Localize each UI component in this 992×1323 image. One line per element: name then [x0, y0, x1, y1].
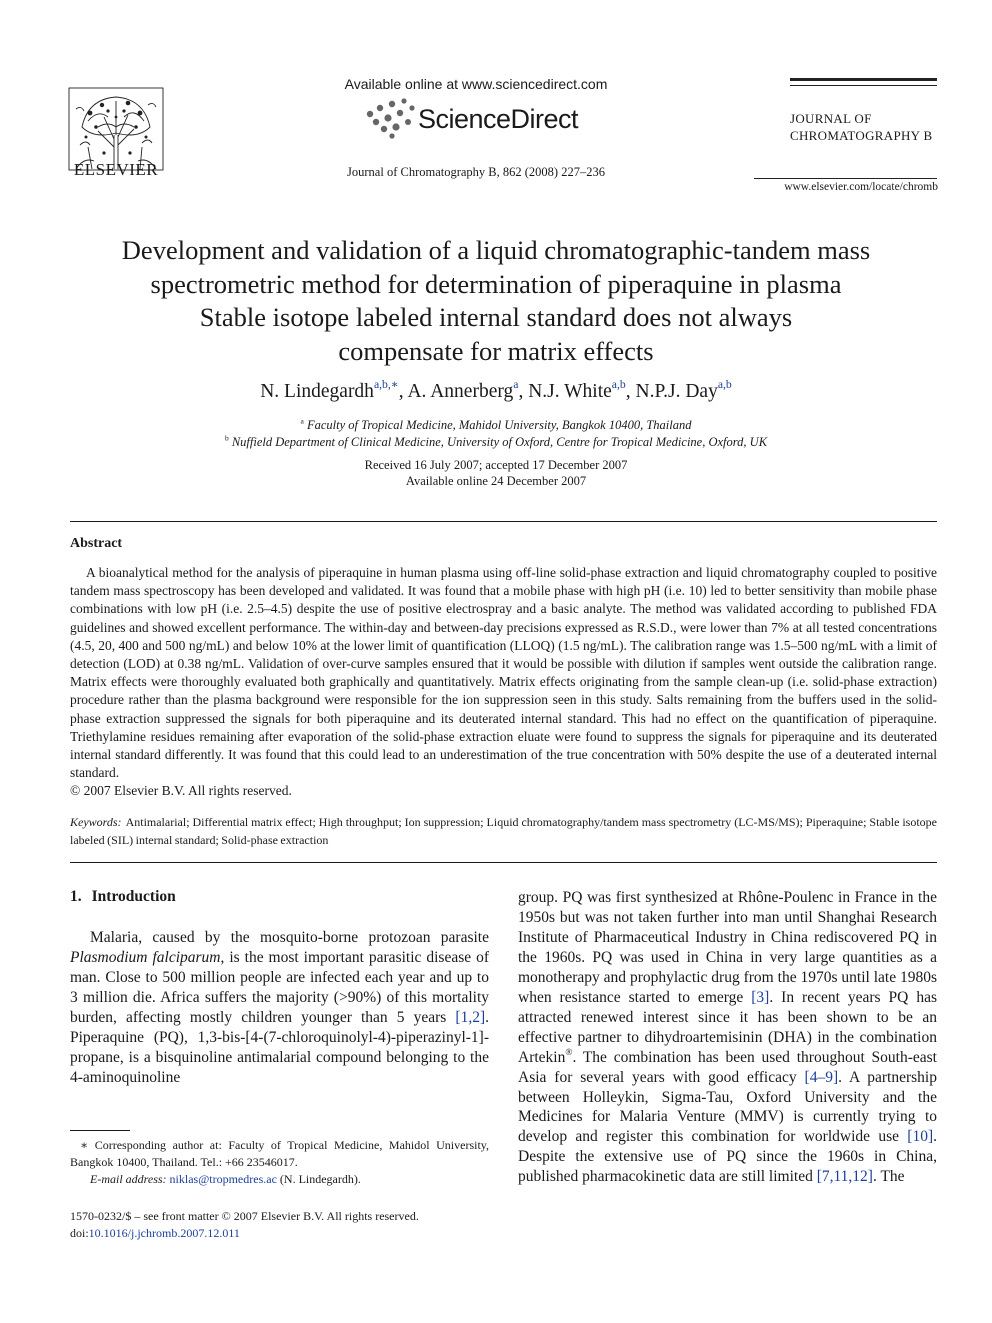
footnote-email-line [70, 1171, 489, 1188]
title-line: Stable isotope labeled internal standard does not always [199, 302, 793, 332]
doi-link[interactable]: 10.1016/j.jchromb.2007.12.011 [88, 1226, 240, 1240]
article-dates [60, 457, 932, 489]
intro-text: . The [872, 1168, 905, 1186]
intro-text: . In recent years PQ has attracted renewed interest since it has been shown to be an effective partner to dihydroartemisinin (DHA) in the combination Artekin [518, 988, 937, 1066]
abstract-body: A bioanalytical method for the analysis of piperaquine in human plasma using off-line solid-phase extraction and liquid chromatography coupled to positive tandem mass spectroscopy has been developed and validated. It was found that a mobile phase with high pH (i.e. 10) led to better sensitivity than mobile phase combinations with low pH (i.e. 2.5–4.5) despite the use of positive electrospray and a basic analyte. The method was validated according to published FDA guidelines and showed excellent performance. The within-day and between-day precisions expressed as R.S.D., were lower than 7% at all tested concentrations (4.5, 20, 400 and 500 ng/mL) and below 10% at the lower limit of quantification (LLOQ) (1.5 ng/mL). The calibration range was 1.5–500 ng/mL with a limit of detection (LOD) at 0.38 ng/mL. Validation of over-curve samples ensured that it would be possible with dilution if samples went outside the calibration range. Matrix effects were thoroughly evaluated both graphically and quantitatively. Matrix effects originating from the sample clean-up (i.e. solid-phase extraction) procedure rather than the plasma background were responsible for the ion suppression seen in this study. Salts remaining from the buffers used in the solid-phase extraction suppressed the signals for both piperaquine and its deuterated internal standard. This had no effect on the quantification of piperaquine. Triethylamine residues remaining after evaporation of the solid-phase extraction eluate were found to suppress the signals for piperaquine and its deuterated internal standard differently. It was found that this could lead to an underestimation of the true concentration with 50% despite the use of a deuterated internal standard. [70, 565, 937, 781]
journal-rule [790, 85, 937, 86]
available-online-text: Available online at www.sciencedirect.com [344, 76, 608, 92]
intro-right-column [518, 888, 937, 1187]
received-date: Received 16 July 2007; accepted 17 December 2007 [364, 458, 628, 472]
affiliation-text: Nuffield Department of Clinical Medicine, University of Oxford, Centre for Tropical Medicine, Oxford, UK [231, 435, 768, 449]
journal-name-line: CHROMATOGRAPHY B [790, 128, 933, 143]
abstract-top-rule [70, 521, 937, 522]
author-name: N.J. White [528, 381, 612, 402]
email-link[interactable]: niklas@tropmedres.ac [169, 1172, 277, 1186]
email-label: E-mail address: [90, 1172, 167, 1186]
intro-text: . A partnership between Holleykin, Sigma-Tau, Oxford University and the Medicines for Malaria Venture (MMV) is currently trying to develop and register this combination for worldwide use [518, 1068, 937, 1146]
journal-url-link[interactable]: www.elsevier.com/locate/chromb [784, 181, 938, 193]
issn-line: 1570-0232/$ – see front matter © 2007 Elsevier B.V. All rights reserved. [70, 1209, 419, 1223]
journal-citation: Journal of Chromatography B, 862 (2008) 227–236 [347, 165, 605, 179]
intro-text: Malaria, caused by the mosquito-borne protozoan parasite [90, 929, 489, 946]
intro-left-column [70, 928, 489, 1088]
reference-link[interactable]: [3] [751, 988, 770, 1006]
reference-link[interactable]: [4–9] [804, 1068, 839, 1086]
footnote-mark: ∗ [80, 1138, 89, 1152]
intro-text: , is the most important parasitic disease of man. Close to 500 million people are infected each year and up to 3 million die. Africa suffers the majority (>90%) of this mortality burden, affecting mostly children younger than 5 years [70, 948, 490, 1026]
footnote-line [70, 1137, 489, 1171]
section-title: Introduction [91, 888, 176, 905]
keywords-label: Keywords: [70, 815, 122, 829]
publisher-name: ELSEVIER [73, 160, 159, 179]
affiliation-line [60, 434, 932, 451]
sciencedirect-wordmark: ScienceDirect [418, 104, 579, 134]
abstract-copyright: © 2007 Elsevier B.V. All rights reserved. [70, 783, 292, 798]
journal-name-line: JOURNAL OF [790, 111, 872, 126]
author-name: N. Lindegardh [260, 381, 374, 402]
author-name: A. Annerberg [407, 381, 514, 402]
affiliation-mark: a [300, 416, 304, 426]
author-affiliation-link[interactable]: a,b,∗ [373, 378, 399, 392]
affiliations [60, 417, 932, 451]
affiliation-text: Faculty of Tropical Medicine, Mahidol University, Bangkok 10400, Thailand [306, 418, 692, 432]
author-affiliation-link[interactable]: a [513, 378, 519, 392]
author-separator: , [398, 381, 408, 402]
article-title [60, 234, 932, 368]
author-list [60, 378, 932, 403]
author-separator: , [518, 381, 529, 402]
doi-label: doi: [70, 1226, 89, 1240]
affiliation-line [60, 417, 932, 434]
author-affiliation-link[interactable]: a,b [611, 378, 626, 392]
journal-rule [754, 178, 937, 179]
intro-text: . Despite the extensive use of PQ since the 1960s in China, published pharmacokinetic data are still limited [518, 1128, 937, 1186]
title-line: Development and validation of a liquid chromatographic-tandem mass [121, 235, 871, 265]
intro-text: . The combination has been used throughout South-east Asia for several years with good efficacy [518, 1048, 937, 1086]
species-name: Plasmodium falciparum [70, 948, 221, 966]
journal-name [790, 110, 940, 144]
keywords-list: Antimalarial; Differential matrix effect; High throughput; Ion suppression; Liquid chromatography/tandem mass spectrometry (LC-MS/MS); Piperaquine; Stable isotope labeled (SIL) internal standard; Solid-phase extraction [70, 815, 937, 847]
doi-line [70, 1225, 490, 1242]
intro-text: . Piperaquine (PQ), 1,3-bis-[4-(7-chloroquinolyl-4)-piperazinyl-1]-propane, is a bisquinoline antimalarial compound belonging to the 4-aminoquinoline [70, 1008, 489, 1086]
journal-rule [790, 78, 937, 81]
keywords [70, 814, 937, 849]
email-owner: (N. Lindegardh). [276, 1172, 361, 1186]
section-number: 1. [70, 888, 82, 905]
abstract-bottom-rule [70, 862, 937, 863]
section-heading [70, 888, 176, 906]
title-line: compensate for matrix effects [338, 335, 654, 366]
registered-mark: ® [565, 1047, 573, 1058]
available-date: Available online 24 December 2007 [405, 474, 587, 488]
reference-link[interactable]: [1,2] [455, 1008, 486, 1026]
author-name: N.P.J. Day [635, 381, 718, 402]
abstract-heading: Abstract [70, 536, 123, 551]
issn-block [70, 1208, 490, 1242]
intro-text: group. PQ was first synthesized at Rhône-Poulenc in France in the 1950s but was not taken further into man until Shanghai Research Institute of Pharmaceutical Industry in China rediscovered PQ in the 1960s. PQ was used in China in very large quantities as a monotherapy and prophylactic drug from the 1970s until late 1980s when resistance started to emerge [518, 889, 937, 1006]
author-separator: , [625, 381, 636, 402]
footnote-rule [70, 1130, 130, 1131]
corresponding-author-footnote [70, 1137, 489, 1188]
title-line: spectrometric method for determination of piperaquine in plasma [150, 268, 842, 299]
reference-link[interactable]: [7,11,12] [816, 1168, 873, 1186]
affiliation-mark: b [224, 433, 229, 443]
reference-link[interactable]: [10] [907, 1128, 934, 1146]
footnote-text: Corresponding author at: Faculty of Tropical Medicine, Mahidol University, Bangkok 10400, Thailand. Tel.: +66 23546017. [70, 1138, 489, 1169]
author-affiliation-link[interactable]: a,b [717, 378, 732, 392]
